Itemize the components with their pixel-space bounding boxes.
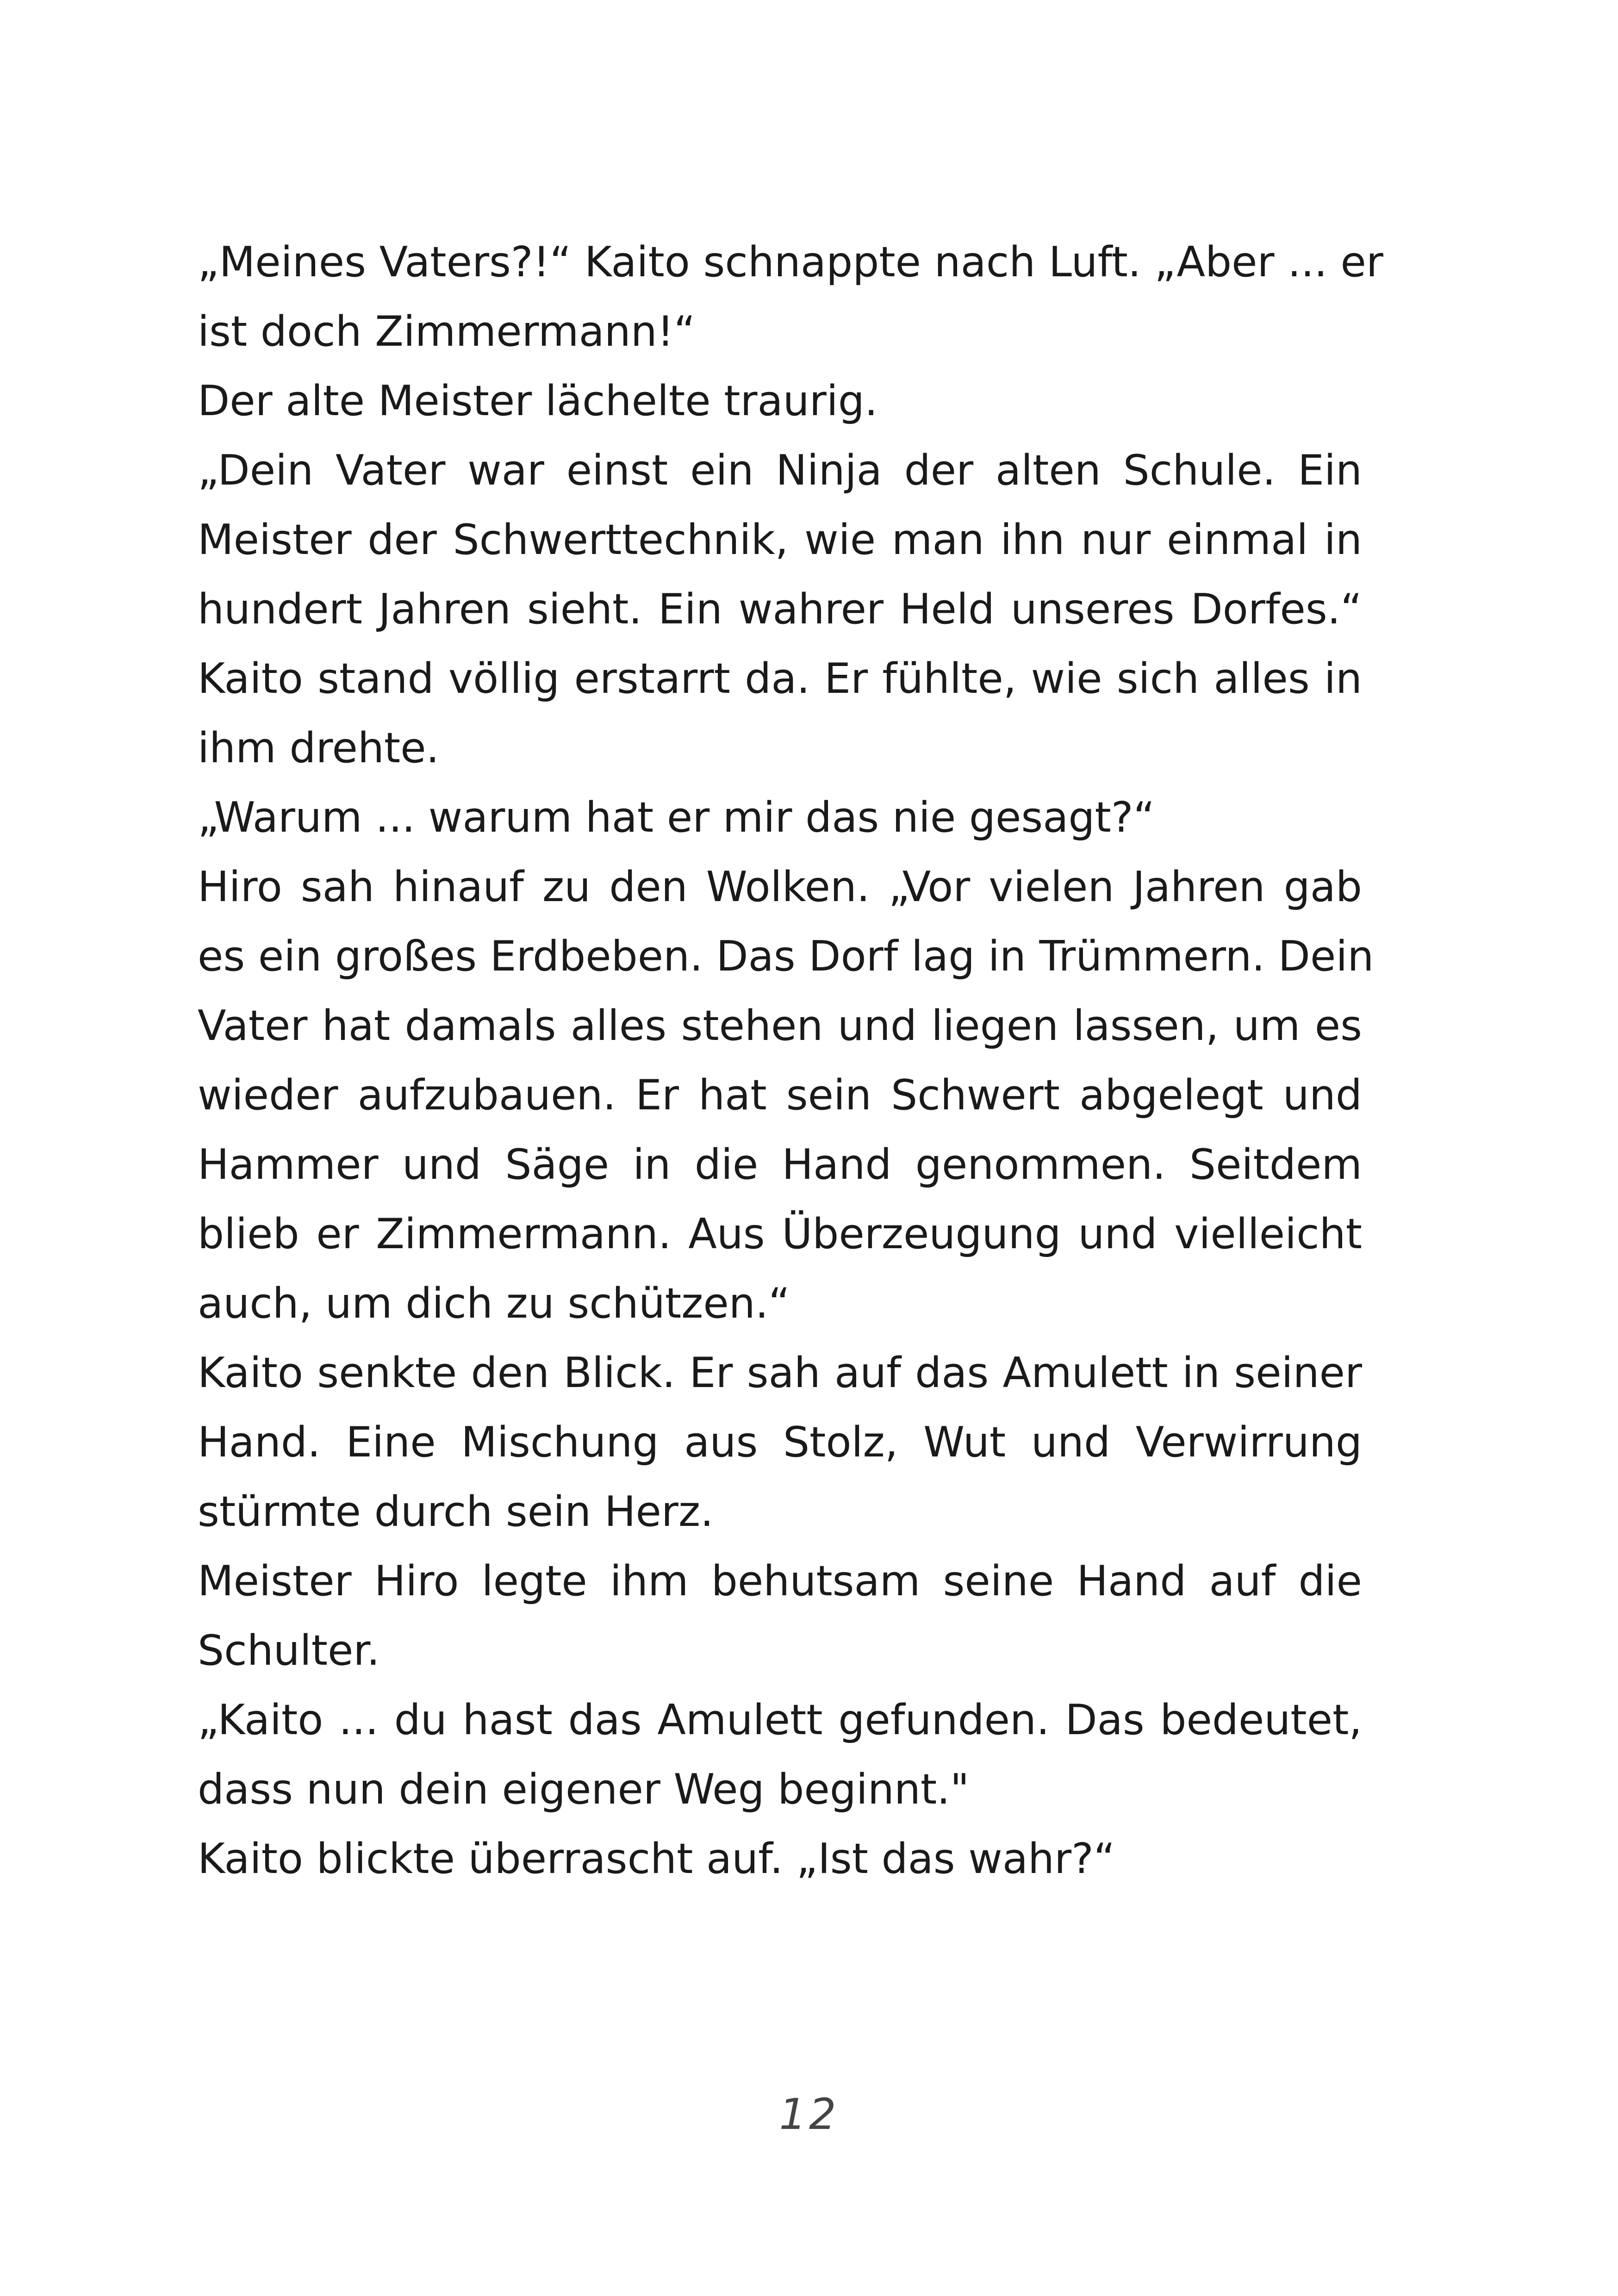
text-line: auch, um dich zu schützen.“ (198, 1279, 790, 1328)
text-line: Hand. Eine Mischung aus Stolz, Wut und Verwirrung (198, 1418, 1362, 1467)
page-number: 12 (779, 2090, 839, 2139)
text-line: Der alte Meister lächelte traurig. (198, 377, 878, 425)
text-line: es ein großes Erdbeben. Das Dorf lag in Trümmern. Dein (198, 932, 1374, 981)
text-line: „Warum ... warum hat er mir das nie gesagt?“ (198, 793, 1155, 842)
text-line: ist doch Zimmermann!“ (198, 307, 696, 356)
text-line: ihm drehte. (198, 724, 440, 772)
text-line: stürmte durch sein Herz. (198, 1487, 714, 1536)
text-line: „Kaito ... du hast das Amulett gefunden. Das bedeutet, (198, 1696, 1362, 1744)
text-line: Kaito blickte überrascht auf. „Ist das wahr?“ (198, 1835, 1115, 1883)
story-text (198, 228, 1383, 1894)
text-line: Hammer und Säge in die Hand genommen. Seitdem (198, 1140, 1362, 1189)
text-line: Hiro sah hinauf zu den Wolken. „Vor vielen Jahren gab (198, 863, 1362, 911)
text-line: Kaito senkte den Blick. Er sah auf das Amulett in seiner (198, 1349, 1362, 1397)
text-line: „Dein Vater war einst ein Ninja der alten Schule. Ein (198, 446, 1362, 495)
text-line: Meister der Schwerttechnik, wie man ihn nur einmal in (198, 516, 1362, 564)
text-line: wieder aufzubauen. Er hat sein Schwert abgelegt und (198, 1071, 1362, 1120)
text-line: blieb er Zimmermann. Aus Überzeugung und vielleicht (198, 1210, 1362, 1258)
text-line: Kaito stand völlig erstarrt da. Er fühlte, wie sich alles in (198, 654, 1362, 703)
text-line: dass nun dein eigener Weg beginnt." (198, 1765, 970, 1814)
text-line: Vater hat damals alles stehen und liegen lassen, um es (198, 1002, 1362, 1050)
text-line: hundert Jahren sieht. Ein wahrer Held unseres Dorfes.“ (198, 585, 1362, 634)
text-line: Meister Hiro legte ihm behutsam seine Hand auf die (198, 1557, 1362, 1605)
text-line: „Meines Vaters?!“ Kaito schnappte nach Luft. „Aber ... er (198, 238, 1383, 286)
text-line: Schulter. (198, 1626, 380, 1675)
